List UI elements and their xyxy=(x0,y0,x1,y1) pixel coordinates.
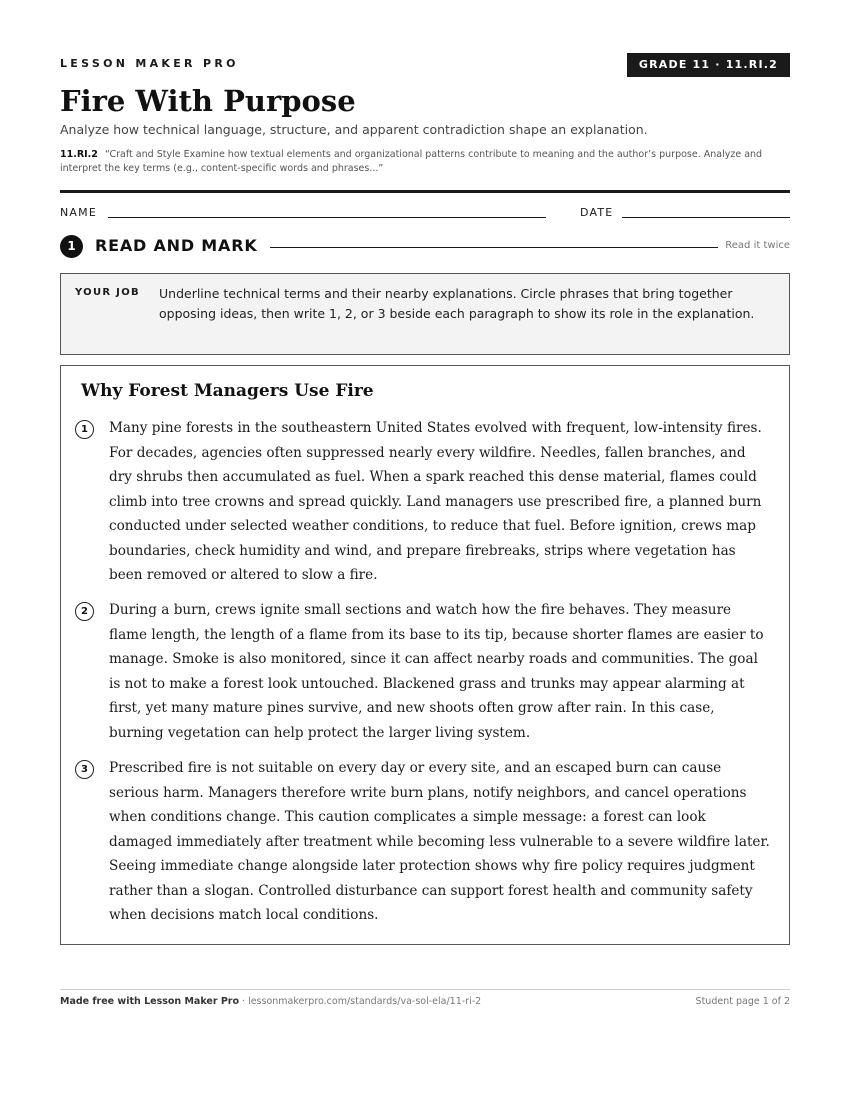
section-divider xyxy=(270,247,718,248)
name-label: NAME xyxy=(60,206,97,219)
paragraph-text: Many pine forests in the southeastern United States evolved with frequent, low-intensity fires. For decades, agencies often suppressed nearly every wildfire. Needles, fallen branches, and dry shrubs then accumulated as fuel. When a spark reached this dense material, flames could climb into tree crowns and spread quickly. Land managers use prescribed fire, a planned burn conducted under selected weather conditions, to reduce that fuel. Before ignition, crews map boundaries, check humidity and wind, and prepare firebreaks, strips where vegetation has been removed or altered to slow a fire. xyxy=(109,420,762,583)
instructions-text: Underline technical terms and their nearby explanations. Circle phrases that bring together opposing ideas, then write 1, 2, or 3 beside each paragraph to show its role in the explanation. xyxy=(159,286,755,321)
name-field[interactable] xyxy=(108,217,546,218)
page-title: Fire With Purpose xyxy=(60,84,356,118)
paragraph-number: 1 xyxy=(75,420,94,439)
footer-divider xyxy=(60,989,790,990)
footer-url-link[interactable]: lessonmakerpro.com/standards/va-sol-ela/11-ri-2 xyxy=(248,996,482,1007)
standard-text: “Craft and Style Examine how textual elements and organizational patterns contribute to meaning and the author’s purpose. Analyze and interpret the key terms (e.g., content-specific words and phrases...” xyxy=(60,149,763,174)
instructions-label: YOUR JOB xyxy=(75,287,140,298)
brand-name: LESSON MAKER PRO xyxy=(60,57,239,70)
section-title: READ AND MARK xyxy=(95,236,258,255)
footer-credit xyxy=(60,996,481,1007)
step-number-badge: 1 xyxy=(60,235,83,258)
footer-page-number: Student page 1 of 2 xyxy=(695,996,790,1007)
standard-code: 11.RI.2 xyxy=(60,149,98,160)
page-subtitle: Analyze how technical language, structure, and apparent contradiction shape an explanation. xyxy=(60,122,648,137)
passage-title: Why Forest Managers Use Fire xyxy=(81,381,374,401)
section-note: Read it twice xyxy=(725,240,790,251)
footer-separator: · xyxy=(239,996,249,1007)
grade-badge: GRADE 11 · 11.RI.2 xyxy=(627,53,790,77)
footer-made-with: Made free with Lesson Maker Pro xyxy=(60,996,240,1007)
section-header xyxy=(60,234,790,260)
date-label: DATE xyxy=(580,206,614,219)
instructions-box xyxy=(60,273,790,355)
header-divider xyxy=(60,190,790,193)
name-date-row xyxy=(60,205,790,221)
date-field[interactable] xyxy=(622,217,790,218)
paragraph-text: Prescribed fire is not suitable on every day or every site, and an escaped burn can cause serious harm. Managers therefore write burn plans, notify neighbors, and cancel operations when conditions change. This caution complicates a simple message: a forest can look damaged immediately after treatment while becoming less vulnerable to a severe wildfire later. Seeing immediate change alongside later protection shows why fire policy requires judgment rather than a slogan. Controlled disturbance can support forest health and community safety when decisions match local conditions. xyxy=(109,760,770,923)
paragraph-number: 3 xyxy=(75,760,94,779)
reading-passage xyxy=(60,365,790,945)
paragraph-number: 2 xyxy=(75,602,94,621)
paragraph-text: During a burn, crews ignite small sections and watch how the fire behaves. They measure flame length, the length of a flame from its base to its tip, because shorter flames are easier to manage. Smoke is also monitored, since it can affect nearby roads and communities. The goal is not to make a forest look untouched. Blackened grass and trunks may appear alarming at first, yet many mature pines survive, and new shoots often grow after rain. In this case, burning vegetation can help protect the larger living system. xyxy=(109,602,764,741)
standard-description xyxy=(60,148,790,176)
